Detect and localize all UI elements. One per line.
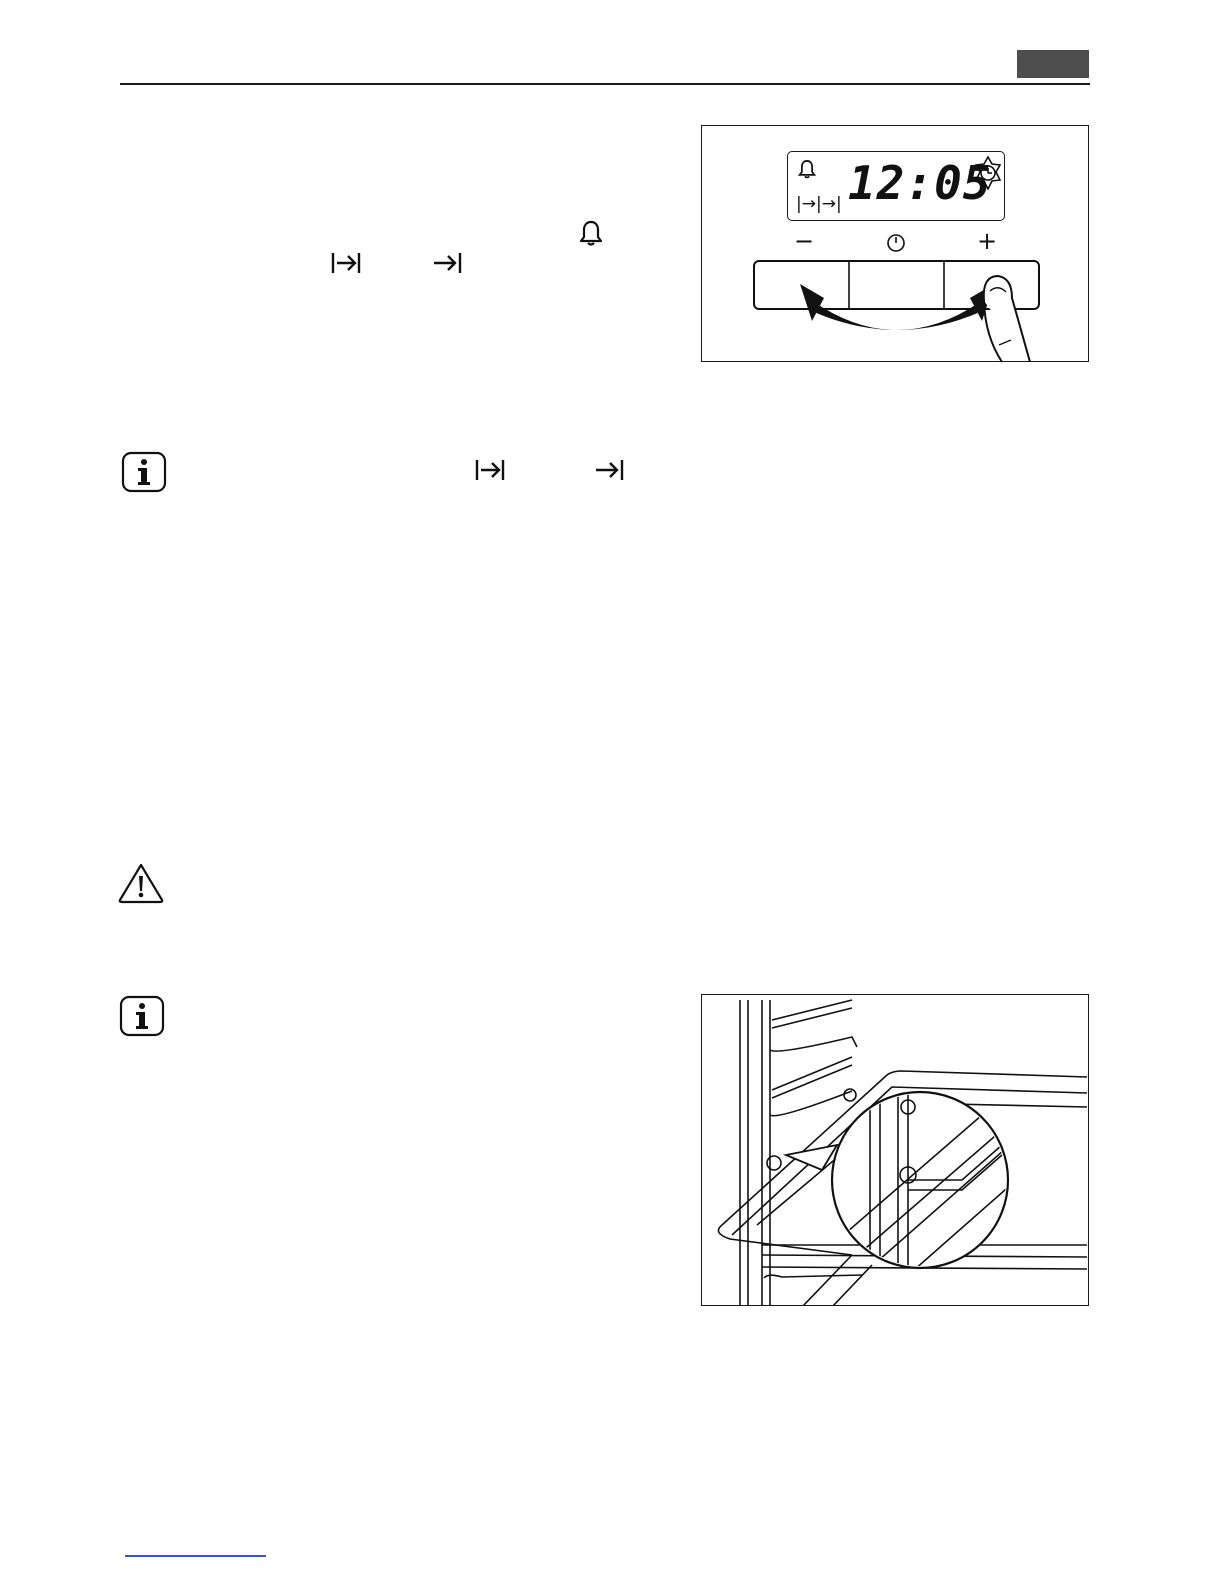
oven-shelf-figure — [701, 994, 1089, 1306]
header-rule — [120, 83, 1090, 85]
footer-link-underline[interactable] — [125, 1555, 266, 1557]
minus-label: − — [794, 227, 815, 255]
note-end-time-bar-arrow-icon — [474, 457, 506, 488]
timer-control-figure — [701, 125, 1089, 362]
button-strip-drawing — [702, 126, 1090, 363]
info-icon — [121, 451, 167, 498]
info-icon-2 — [119, 995, 165, 1042]
end-time-arrow-icon — [431, 250, 463, 281]
display-time: 12:05 — [848, 156, 992, 210]
warning-icon — [117, 862, 165, 909]
header-language-tab — [1017, 50, 1089, 78]
display-end-indicators: |→|→| — [796, 194, 842, 214]
plus-label: + — [977, 227, 998, 255]
note-end-time-arrow-icon — [593, 457, 625, 488]
end-time-bar-arrow-icon — [330, 250, 362, 281]
bell-icon — [576, 218, 606, 253]
oven-shelf-drawing — [702, 995, 1089, 1306]
